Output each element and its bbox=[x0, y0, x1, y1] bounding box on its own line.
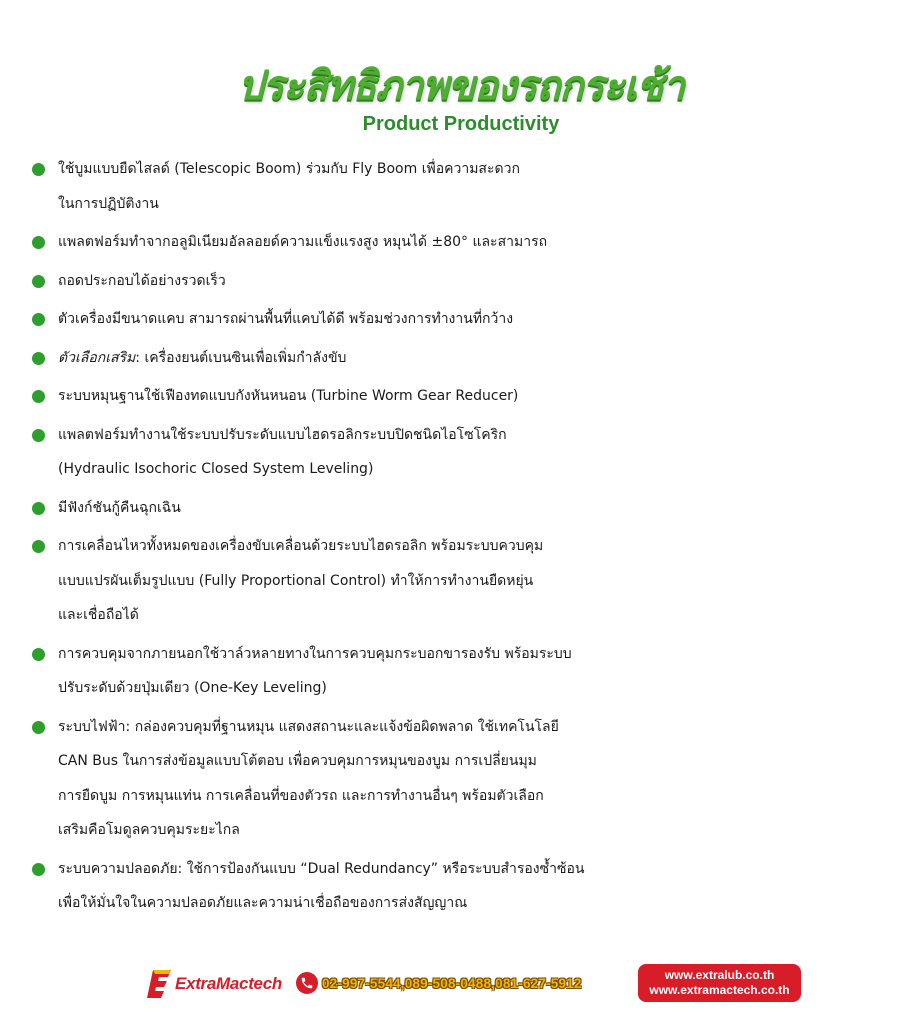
footer bbox=[0, 962, 922, 1006]
bullet-icon bbox=[32, 721, 45, 734]
list-item-text: เสริมคือโมดูลควบคุมระยะไกล bbox=[58, 822, 240, 838]
list-item-text: CAN Bus ในการส่งข้อมูลแบบโต้ตอบ เพื่อควบคุมการหมุนของบูม การเปลี่ยนมุม bbox=[58, 753, 537, 769]
list-item-text-rest: : เครื่องยนต์เบนซินเพื่อเพิ่มกำลังขับ bbox=[135, 349, 347, 366]
bullet-icon bbox=[32, 313, 45, 326]
list-item bbox=[30, 379, 920, 414]
list-item-text: ระบบหมุนฐานใช้เฟืองทดแบบกังหันหนอน (Turbine Worm Gear Reducer) bbox=[58, 388, 519, 404]
list-item-text: ระบบความปลอดภัย: ใช้การป้องกันแบบ “Dual Redundancy” หรือระบบสำรองซ้ำซ้อน bbox=[58, 860, 585, 877]
bullet-icon bbox=[32, 352, 45, 365]
list-item-text bbox=[58, 341, 920, 376]
list-item-text: แพลตฟอร์มทำจากอลูมิเนียมอัลลอยด์ความแข็งแรงสูง หมุนได้ ±80° และสามารถ bbox=[58, 234, 548, 250]
list-item-text: ระบบไฟฟ้า: กล่องควบคุมที่ฐานหมุน แสดงสถานะและแจ้งข้อผิดพลาด ใช้เทคโนโลยี bbox=[58, 718, 559, 735]
page-title: ประสิทธิภาพของรถกระเช้า bbox=[238, 63, 684, 109]
phone-numbers: 02-997-5544,089-508-0488,081-627-5912 bbox=[322, 975, 582, 991]
bullet-icon bbox=[32, 502, 45, 515]
list-item-text: ตัวเครื่องมีขนาดแคบ สามารถผ่านพื้นที่แคบได้ดี พร้อมช่วงการทำงานที่กว้าง bbox=[58, 311, 514, 327]
list-item bbox=[30, 341, 920, 376]
bullet-icon bbox=[32, 648, 45, 661]
phone-contact bbox=[296, 972, 582, 994]
list-item bbox=[30, 710, 920, 848]
list-item bbox=[30, 152, 920, 221]
website-badge bbox=[638, 964, 801, 1002]
optional-label: ตัวเลือกเสริม bbox=[58, 349, 136, 366]
list-item-text: แบบแปรผันเต็มรูปแบบ (Fully Proportional Control) ทำให้การทำงานยืดหยุ่น bbox=[58, 572, 534, 589]
logo-e-icon bbox=[147, 968, 173, 1000]
list-item-text: การยืดบูม การหมุนแท่น การเคลื่อนที่ของตัวรถ และการทำงานอื่นๆ พร้อมตัวเลือก bbox=[58, 787, 544, 804]
bullet-icon bbox=[32, 236, 45, 249]
phone-icon bbox=[296, 972, 318, 994]
list-item-text: เพื่อให้มั่นใจในความปลอดภัยและความน่าเชื่อถือของการส่งสัญญาณ bbox=[58, 895, 468, 911]
bullet-icon bbox=[32, 540, 45, 553]
list-item bbox=[30, 302, 920, 337]
list-item-text: มีฟังก์ชันกู้คืนฉุกเฉิน bbox=[58, 499, 181, 516]
list-item-text: แพลตฟอร์มทำงานใช้ระบบปรับระดับแบบไฮดรอลิกระบบปิดชนิดไอโซโคริก bbox=[58, 426, 507, 443]
website-link-extramactech[interactable]: www.extramactech.co.th bbox=[649, 983, 790, 997]
bullet-icon bbox=[32, 863, 45, 876]
list-item-text: การเคลื่อนไหวทั้งหมดของเครื่องขับเคลื่อนด้วยระบบไฮดรอลิก พร้อมระบบควบคุม bbox=[58, 538, 544, 554]
list-item-text: ถอดประกอบได้อย่างรวดเร็ว bbox=[58, 272, 226, 289]
list-item bbox=[30, 529, 920, 633]
feature-list bbox=[30, 152, 920, 925]
website-link-extralub[interactable]: www.extralub.co.th bbox=[664, 968, 775, 982]
list-item-text: การควบคุมจากภายนอกใช้วาล์วหลายทางในการควบคุมกระบอกขารองรับ พร้อมระบบ bbox=[58, 645, 572, 662]
list-item bbox=[30, 225, 920, 260]
list-item-text: ใช้บูมแบบยืดไสลด์ (Telescopic Boom) ร่วมกับ Fly Boom เพื่อความสะดวก bbox=[58, 161, 520, 177]
bullet-icon bbox=[32, 390, 45, 403]
list-item bbox=[30, 491, 920, 526]
bullet-icon bbox=[32, 275, 45, 288]
list-item-text: และเชื่อถือได้ bbox=[58, 607, 139, 623]
bullet-icon bbox=[32, 429, 45, 442]
list-item-text: ปรับระดับด้วยปุ่มเดียว (One-Key Leveling) bbox=[58, 680, 327, 696]
bullet-icon bbox=[32, 163, 45, 176]
header bbox=[0, 58, 922, 136]
list-item bbox=[30, 418, 920, 487]
list-item bbox=[30, 852, 920, 921]
logo-text: ExtraMactech bbox=[175, 974, 282, 993]
list-item-text: ในการปฏิบัติงาน bbox=[58, 195, 159, 212]
brand-logo bbox=[147, 966, 282, 1002]
list-item bbox=[30, 637, 920, 706]
list-item-text: (Hydraulic Isochoric Closed System Leveling) bbox=[58, 461, 374, 477]
page-subtitle: Product Productivity bbox=[362, 113, 560, 135]
list-item bbox=[30, 264, 920, 299]
